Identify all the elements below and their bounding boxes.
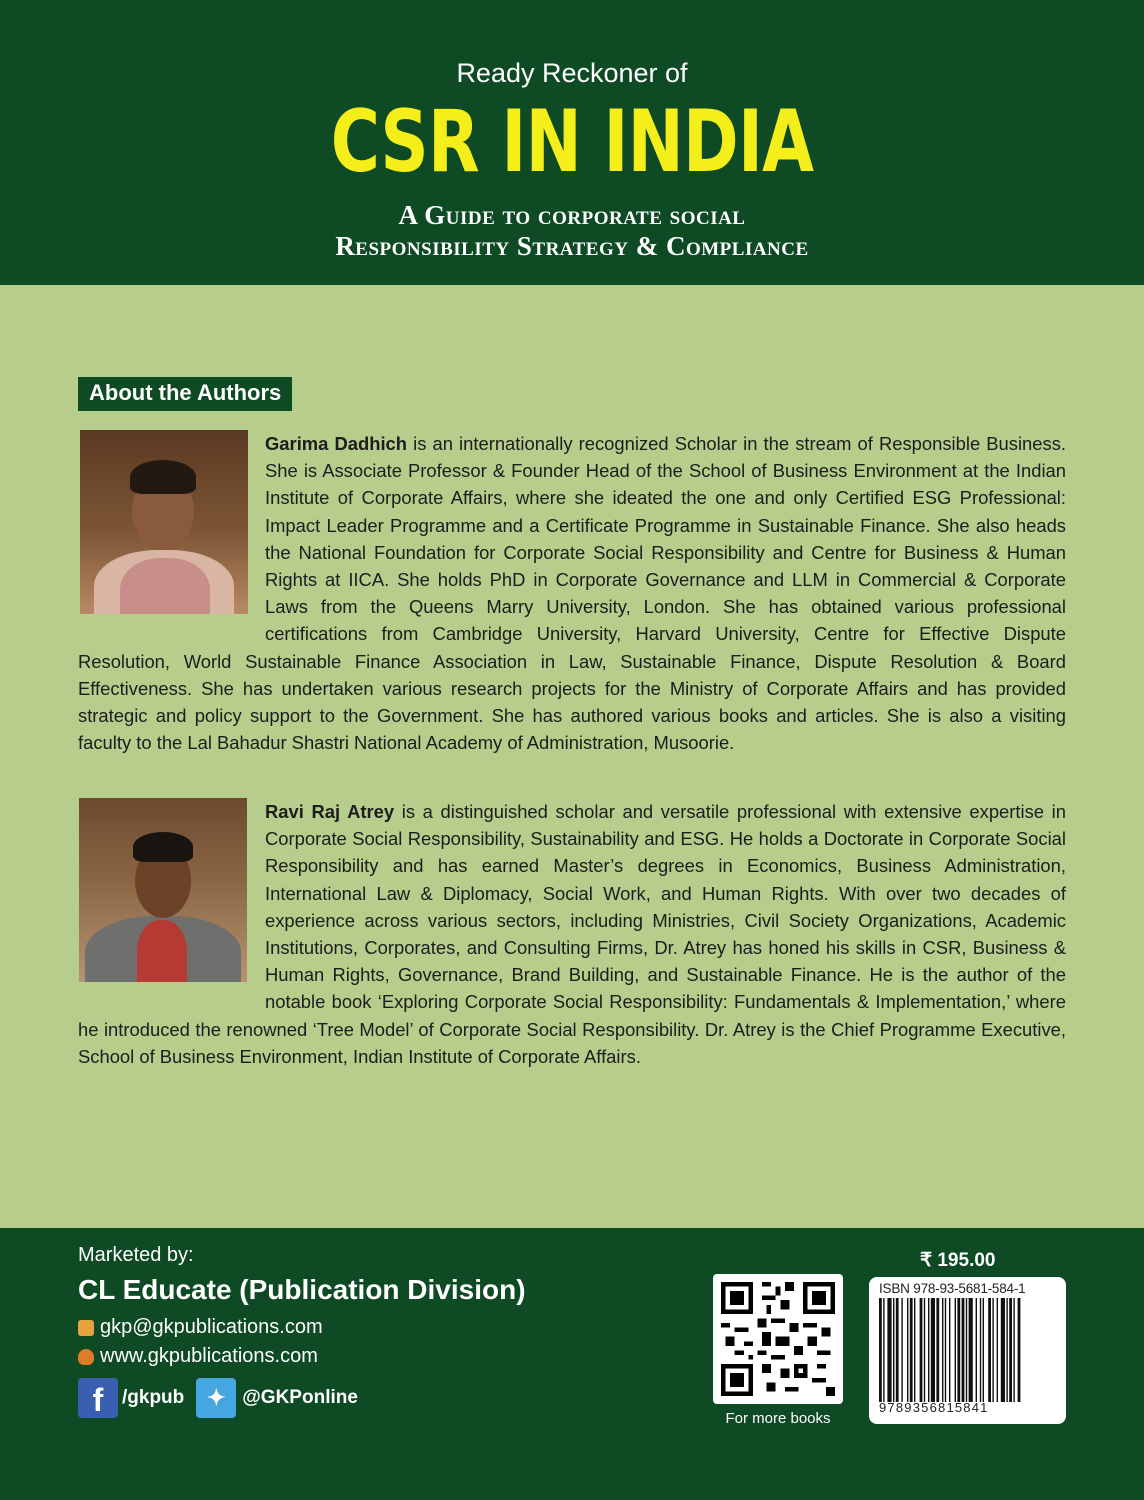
- website-contact: [78, 1345, 318, 1368]
- barcode-bar: [976, 1298, 977, 1402]
- barcode-bar: [966, 1298, 967, 1402]
- barcode-bar: [983, 1298, 984, 1402]
- barcode-bar: [887, 1298, 891, 1402]
- isbn-text: ISBN 978-93-5681-584-1: [879, 1281, 1026, 1296]
- barcode-bar: [992, 1298, 993, 1402]
- barcode-bar: [955, 1298, 956, 1402]
- author-bio-1: [78, 430, 1066, 756]
- subtitle-line-1: A Guide to corporate social: [398, 200, 746, 230]
- barcode-bar: [893, 1298, 894, 1402]
- barcode-bar: [1001, 1298, 1005, 1402]
- barcode-bar: [931, 1298, 935, 1402]
- barcode-bar: [969, 1298, 973, 1402]
- mouse-icon: [78, 1349, 94, 1365]
- barcode-bar: [1006, 1298, 1007, 1402]
- facebook-handle[interactable]: /gkpub: [122, 1387, 185, 1408]
- social-links: [78, 1378, 358, 1418]
- barcode-bar: [901, 1298, 902, 1402]
- twitter-handle[interactable]: @GKPonline: [242, 1387, 358, 1408]
- barcode-bar: [962, 1298, 965, 1402]
- book-title: CSR IN INDIA: [330, 92, 814, 192]
- qr-caption: For more books: [725, 1410, 831, 1427]
- qr-code-graphic: [721, 1282, 835, 1396]
- website-text[interactable]: www.gkpublications.com: [100, 1345, 318, 1367]
- email-text[interactable]: gkp@gkpublications.com: [100, 1316, 323, 1338]
- barcode-bar: [910, 1298, 913, 1402]
- barcode-bar: [949, 1298, 950, 1402]
- barcode-bar: [928, 1298, 929, 1402]
- barcode-bar: [920, 1298, 923, 1402]
- publisher-name: CL Educate (Publication Division): [78, 1274, 526, 1305]
- barcode-bar: [942, 1298, 943, 1402]
- author-name-2: Ravi Raj Atrey: [265, 801, 395, 822]
- subtitle-line-2: Responsibility Strategy & Compliance: [335, 231, 809, 261]
- author-bio-2: [78, 798, 1066, 1070]
- barcode-bar: [914, 1298, 915, 1402]
- barcode-bar: [1009, 1298, 1012, 1402]
- barcode-bar: [1013, 1298, 1014, 1402]
- twitter-icon[interactable]: ✦: [196, 1378, 236, 1418]
- barcode-bar: [883, 1298, 884, 1402]
- isbn-barcode: [869, 1277, 1066, 1424]
- facebook-icon[interactable]: f: [78, 1378, 118, 1418]
- barcode-bar: [907, 1298, 908, 1402]
- author-bio-text-2: is a distinguished scholar and versatile professional with extensive expertise in Corporate Social Responsibility, Sustainability and ESG. He holds a Doctorate in Corporate Social Responsibility and has earned Master’s degrees in Economics, Business Administration, International Law & Diplomacy, Social Work, and Human Rights. With over two decades of experience across various sectors, including Ministries, Civil Society Organizations, Academic Institutions, Corporates, and Consulting Firms, Dr. Atrey has honed his skills in CSR, Business & Human Rights, Governance, Brand Building, and Sustainable Finance. He is the author of the notable book ‘Exploring Corporate Social Responsibility: Fundamentals & Implementation,’ where he introduced the renowned ‘Tree Model’ of Corporate Social Responsibility. Dr. Atrey is the Chief Programme Executive, School of Business Environment, Indian Institute of Corporate Affairs.: [78, 801, 1066, 1067]
- barcode-bar: [997, 1298, 998, 1402]
- barcode-digits: 9789356815841: [879, 1400, 989, 1415]
- barcode-bar: [980, 1298, 981, 1402]
- barcode-bar: [924, 1298, 925, 1402]
- barcode-bars: [879, 1298, 1056, 1402]
- author-bio-text-1: is an internationally recognized Scholar in the stream of Responsible Business. She is Associate Professor & Founder Head of the School of Business Environment at the Indian Institute of Corporate Affairs, where she ideated the one and only Certified ESG Professional: Impact Leader Programme and a Certificate Programme in Sustainable Finance. She also heads the National Foundation for Corporate Social Responsibility and Centre for Business & Human Rights at IICA. She holds PhD in Corporate Governance and LLM in Commercial & Corporate Laws from the Queens Marry University, London. She has obtained various professional certifications from Cambridge University, Harvard University, Centre for Effective Dispute Resolution, World Sustainable Finance Association in Law, Sustainable Finance, Dispute Resolution & Board Effectiveness. She has undertaken various research projects for the Ministry of Corporate Affairs and has provided strategic and policy support to the Government. She has authored various books and articles. She is also a visiting faculty to the Lal Bahadur Shastri National Academy of Administration, Musoorie.: [78, 433, 1066, 754]
- barcode-bar: [988, 1298, 991, 1402]
- about-authors-heading: About the Authors: [78, 377, 292, 411]
- barcode-bar: [1018, 1298, 1021, 1402]
- email-contact: [78, 1316, 323, 1339]
- envelope-icon: [78, 1320, 94, 1336]
- barcode-bar: [896, 1298, 899, 1402]
- barcode-bar: [957, 1298, 960, 1402]
- pre-title: Ready Reckoner of: [456, 58, 688, 88]
- barcode-bar: [879, 1298, 882, 1402]
- header-band: [0, 0, 1144, 285]
- book-subtitle: [0, 200, 1144, 262]
- qr-code[interactable]: [713, 1274, 843, 1404]
- author-name-1: Garima Dadhich: [265, 433, 408, 454]
- barcode-bar: [936, 1298, 939, 1402]
- price: ₹ 195.00: [920, 1250, 996, 1271]
- barcode-bar: [945, 1298, 946, 1402]
- marketed-by-label: Marketed by:: [78, 1244, 194, 1266]
